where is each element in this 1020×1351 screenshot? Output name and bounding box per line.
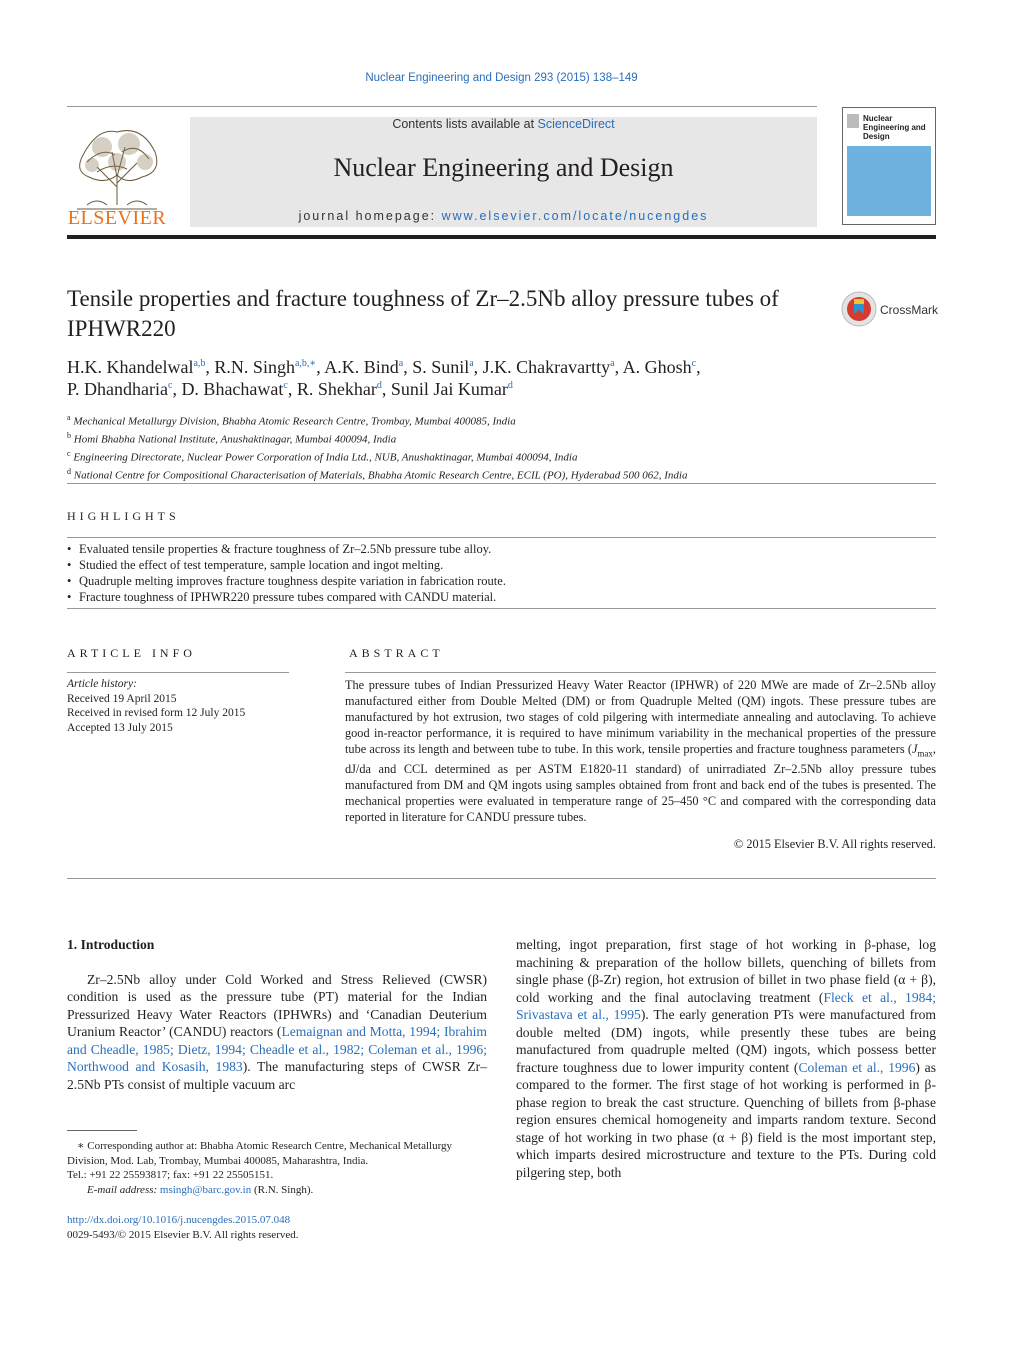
author[interactable]: H.K. Khandelwal$^{a,b}$ — [67, 357, 206, 377]
citation-link[interactable]: Coleman et al., 1996 — [798, 1059, 916, 1075]
divider — [67, 672, 289, 673]
divider — [345, 672, 936, 673]
history-label: Article history: — [67, 678, 137, 690]
issn-line: 0029-5493/© 2015 Elsevier B.V. All rights reserved. — [67, 1228, 299, 1241]
email-link[interactable]: msingh@barc.gov.in — [159, 1183, 252, 1196]
author[interactable]: D. Bhachawat$^c$ — [181, 379, 288, 399]
affiliation: $^b$ Homi Bhabha National Institute, Anushaktinagar, Mumbai 400094, India — [67, 431, 397, 446]
author[interactable]: R. Shekhar$^d$ — [296, 379, 382, 399]
affiliation: $^c$ Engineering Directorate, Nuclear Power Corporation of India Ltd., NUB, Anushaktinagar, Mumbai 400094, India — [67, 449, 578, 464]
affiliation: $^d$ National Centre for Compositional Characterisation of Materials, Bhabha Atomic Research Centre, ECIL (PO), Hyderabad 500 062, India — [67, 467, 688, 483]
journal-reference-link[interactable]: Nuclear Engineering and Design 293 (2015) 138–149 — [365, 72, 638, 84]
body-column-right — [516, 936, 936, 1181]
journal-cover-thumbnail[interactable] — [842, 107, 936, 225]
author[interactable]: R.N. Singh$^{a,b,∗}$ — [214, 357, 317, 377]
doi-block — [67, 1213, 299, 1242]
paragraph: melting, ingot preparation, first stage of hot working in β-phase, log machining & preparation of the hollow billets, quenching of billets from single phase (β-Zr) region, hot extrusion of billet in two phase field (α + β), cold working and the final autoclaving treatment (Fleck et al., 1984; Srivastava et al., 1995). The early generation PTs were manufactured from double melted (DM) ingots, while presently these tubes are being manufactured from quadruple melted (QM) ingots, which possess better fracture toughness due to lower impurity content (Coleman et al., 1996) as compared to the former. The first stage of hot working is performed in β-phase region to break the cast structure. Quenching of billets from β-phase region ensures chemical homogeneity and imparts random texture. Second stage of hot working in two phase (α + β) field is the most important step, which imparts desired microstructure and texture to the PTs. During cold pilgering step, both — [516, 937, 937, 1180]
crossmark-icon — [840, 290, 878, 328]
article-title: Tensile properties and fracture toughness of Zr–2.5Nb alloy pressure tubes of IPHWR220 — [67, 286, 779, 341]
author[interactable]: P. Dhandharia$^c$ — [67, 379, 173, 399]
author[interactable]: A. Ghosh$^c$ — [622, 357, 697, 377]
homepage-link[interactable]: www.elsevier.com/locate/nucengdes — [441, 209, 709, 223]
footnote — [67, 1139, 487, 1197]
crossmark-badge[interactable] — [840, 290, 938, 330]
revised-date: Received in revised form 12 July 2015 — [67, 707, 246, 719]
abstract-text: The pressure tubes of Indian Pressurized Heavy Water Reactor (IPHWR) of 220 MWe are made of Zr–2.5Nb alloy manufactured either from Double Melted (DM) or from Quadruple Melted (QM) ingots. These pressure tubes are manufactured by hot extrusion, two stages of cold pilgering with intermediate annealing and autoclaving. To achieve good in-reactor performance, it is required to have minimum variability in the mechanical properties of the pressure tube across its length and between tube to tube. In this work, tensile properties and fracture toughness parameters ($J_{max}$, dJ/da and CCL determined as per ASTM E1820-11 standard) of unirradiated Zr–2.5Nb alloy pressure tubes manufactured from DM and QM ingots using samples obtained from front and back end of the tubes is presented. The mechanical properties were evaluated in temperature range of 25–450 °C and compared with the corresponding data reported in literature for CANDU pressure tubes. — [345, 678, 936, 824]
abstract-heading: ABSTRACT — [349, 646, 444, 660]
highlights-list — [67, 541, 936, 605]
body-column-left — [67, 936, 487, 1093]
author[interactable]: A.K. Bind$^a$ — [324, 357, 404, 377]
accepted-date: Accepted 13 July 2015 — [67, 721, 173, 734]
highlight-item: • Evaluated tensile properties & fracture toughness of Zr–2.5Nb pressure tube alloy. — [67, 541, 936, 557]
citation-link[interactable]: Fleck et al., 1984; Srivastava et al., 1995 — [516, 989, 937, 1022]
article-info-heading: ARTICLE INFO — [67, 646, 196, 660]
masthead-rule — [67, 235, 936, 239]
article-history — [67, 677, 289, 735]
divider — [67, 608, 936, 609]
contents-prefix: Contents lists available at — [392, 117, 538, 131]
footnote-rule — [67, 1130, 137, 1131]
author[interactable]: Sunil Jai Kumar$^d$ — [390, 379, 513, 399]
highlight-item: • Studied the effect of test temperature, sample location and ingot melting. — [67, 557, 936, 573]
author[interactable]: S. Sunil$^a$ — [412, 357, 474, 377]
received-date: Received 19 April 2015 — [67, 692, 177, 705]
copyright-notice: © 2015 Elsevier B.V. All rights reserved. — [733, 837, 936, 851]
phone-fax: Tel.: +91 22 25593817; fax: +91 22 25505151. — [67, 1169, 274, 1181]
corresponding-author: ∗ Corresponding author at: Bhabha Atomic Research Centre, Mechanical Metallurgy Division, Mod. Lab, Trombay, Mumbai 400085, Maharashtra, India. — [67, 1140, 453, 1167]
highlight-item: • Fracture toughness of IPHWR220 pressure tubes compared with CANDU material. — [67, 589, 936, 605]
highlight-item: • Quadruple melting improves fracture toughness despite variation in fabrication route. — [67, 573, 936, 589]
sciencedirect-link[interactable]: ScienceDirect — [537, 117, 615, 131]
divider — [67, 483, 936, 484]
author[interactable]: J.K. Chakravartty$^a$ — [482, 357, 615, 377]
author-list: H.K. Khandelwal$^{a,b}$, R.N. Singh$^{a,b,∗}$, A.K. Bind$^a$, S. Sunil$^a$, J.K. Chakravartty$^a$, A. Ghosh$^c$, P. Dhandharia$^c$, D. Bhachawat$^c$, R. Shekhar$^d$, Sunil Jai Kumar$^d$ — [67, 357, 701, 399]
email-line: E-mail address: msingh@barc.gov.in (R.N. Singh). — [87, 1183, 314, 1196]
contents-line — [190, 117, 817, 131]
cover-emblem — [847, 114, 859, 128]
homepage-label: journal homepage: — [298, 209, 442, 223]
journal-homepage — [190, 209, 817, 223]
section-heading: 1. Introduction — [67, 937, 155, 952]
affiliations — [67, 411, 936, 484]
affiliation: $^a$ Mechanical Metallurgy Division, Bhabha Atomic Research Centre, Trombay, Mumbai 400085, India — [67, 413, 516, 428]
cover-band — [847, 146, 931, 216]
divider — [67, 537, 936, 538]
header-rule — [67, 106, 817, 107]
highlights-heading: HIGHLIGHTS — [67, 509, 180, 523]
cover-title: Nuclear Engineering and Design — [863, 114, 926, 141]
crossmark-label: CrossMark — [880, 303, 939, 317]
divider — [67, 878, 936, 879]
paragraph: Zr–2.5Nb alloy under Cold Worked and Stress Relieved (CWSR) condition is used as the pressure tube (PT) material for the Indian Pressurized Heavy Water Reactors (IPHWRs) and ‘Canadian Deuterium Uranium Reactor’ (CANDU) reactors (Lemaignan and Motta, 1994; Ibrahim and Cheadle, 1985; Dietz, 1994; Cheadle et al., 1982; Coleman et al., 1996; Northwood and Kosasih, 1983). The manufacturing steps of CWSR Zr–2.5Nb PTs consist of multiple vacuum arc — [67, 971, 487, 1092]
journal-title: Nuclear Engineering and Design — [333, 153, 674, 182]
elsevier-wordmark: ELSEVIER — [67, 207, 167, 229]
citation-link[interactable]: Lemaignan and Motta, 1994; Ibrahim and Cheadle, 1985; Dietz, 1994; Cheadle et al., 1982; Coleman et al., 1996; Northwood and Kosasih, 1983 — [67, 1024, 487, 1074]
doi-link[interactable]: http://dx.doi.org/10.1016/j.nucengdes.2015.07.048 — [67, 1214, 291, 1226]
